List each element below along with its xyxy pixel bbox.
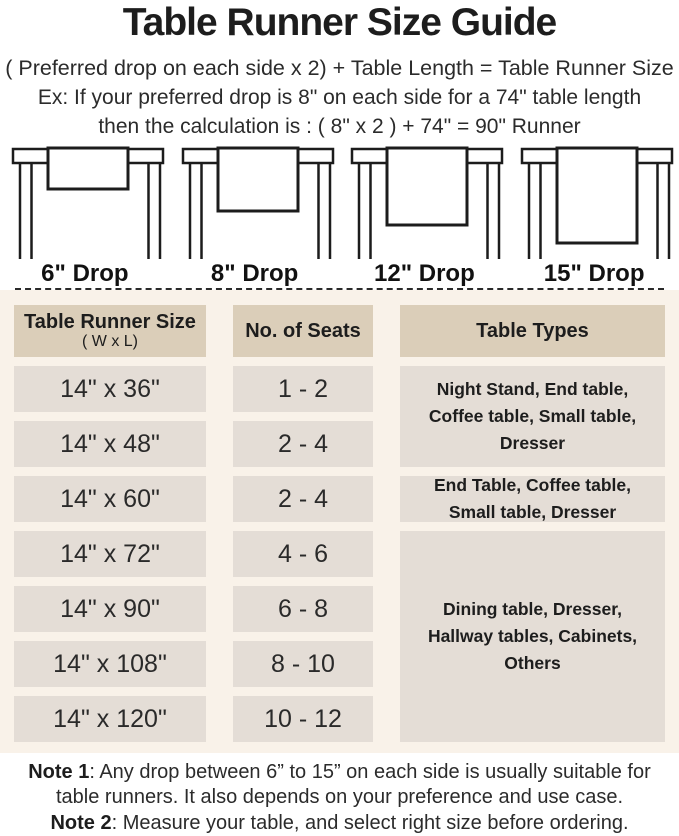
size-table-section: [0, 290, 679, 753]
table-runner-illustration-icon: [509, 146, 679, 260]
table-drop-diagram-15: [509, 146, 679, 286]
size-cell: 14" x 72": [14, 531, 206, 577]
table-runner-illustration-icon: [339, 146, 509, 260]
seats-cell: 2 - 4: [233, 476, 373, 522]
table-drop-diagram-6: [0, 146, 170, 286]
note-2-label: Note 2: [50, 811, 112, 834]
footer-notes: [0, 753, 679, 836]
table-types-cell: Dining table, Dresser, Hallway tables, Cabinets, Others: [400, 531, 665, 742]
size-cell: 14" x 108": [14, 641, 206, 687]
note-1-label: Note 1: [28, 761, 90, 784]
column-header-runner-size: [14, 305, 206, 357]
column-header-table-types-label: Table Types: [476, 320, 589, 343]
size-cell: 14" x 36": [14, 366, 206, 412]
size-cell: 14" x 120": [14, 696, 206, 742]
size-cell: 14" x 48": [14, 421, 206, 467]
column-header-table-types: [400, 305, 665, 357]
seats-cell: 8 - 10: [233, 641, 373, 687]
note-2-text: : Measure your table, and select right size before ordering.: [111, 811, 629, 834]
seats-cell: 10 - 12: [233, 696, 373, 742]
drop-label: 6" Drop: [41, 260, 129, 287]
note-2: [6, 811, 673, 836]
guide-header: [0, 0, 679, 142]
size-table: [14, 305, 666, 742]
table-types-cell: End Table, Coffee table, Small table, Dresser: [400, 476, 665, 522]
runner-formula: ( Preferred drop on each side x 2) + Table Length = Table Runner Size: [5, 55, 674, 80]
note-1-text: : Any drop between 6” to 15” on each side is usually suitable for table runners. It also depends on your preference and use case.: [55, 761, 651, 809]
column-header-seats: [233, 305, 373, 357]
drop-label: 8" Drop: [210, 260, 299, 287]
table-runner-illustration-icon: [170, 146, 340, 260]
column-header-runner-size-title: Table Runner Size: [24, 310, 196, 333]
table-drop-diagram-12: [340, 146, 510, 286]
example-line-1: Ex: If your preferred drop is 8" on each side for a 74" table length: [37, 86, 642, 110]
table-drop-diagram-8: [170, 146, 340, 286]
table-types-cell: Night Stand, End table, Coffee table, Small table, Dresser: [400, 366, 665, 467]
column-header-seats-label: No. of Seats: [245, 320, 361, 343]
seats-cell: 2 - 4: [233, 421, 373, 467]
note-1: [6, 760, 673, 810]
drop-label: 12" Drop: [374, 260, 475, 287]
drop-diagrams: [0, 146, 679, 286]
page-title: Table Runner Size Guide: [122, 1, 557, 44]
seats-cell: 4 - 6: [233, 531, 373, 577]
example-line-2: then the calculation is : ( 8" x 2 ) + 74" = 90" Runner: [98, 115, 581, 139]
table-runner-illustration-icon: [0, 146, 170, 260]
seats-cell: 1 - 2: [233, 366, 373, 412]
seats-cell: 6 - 8: [233, 586, 373, 632]
size-cell: 14" x 90": [14, 586, 206, 632]
size-cell: 14" x 60": [14, 476, 206, 522]
drop-label: 15" Drop: [543, 260, 645, 287]
column-header-runner-size-subtitle: ( W x L): [82, 332, 138, 350]
